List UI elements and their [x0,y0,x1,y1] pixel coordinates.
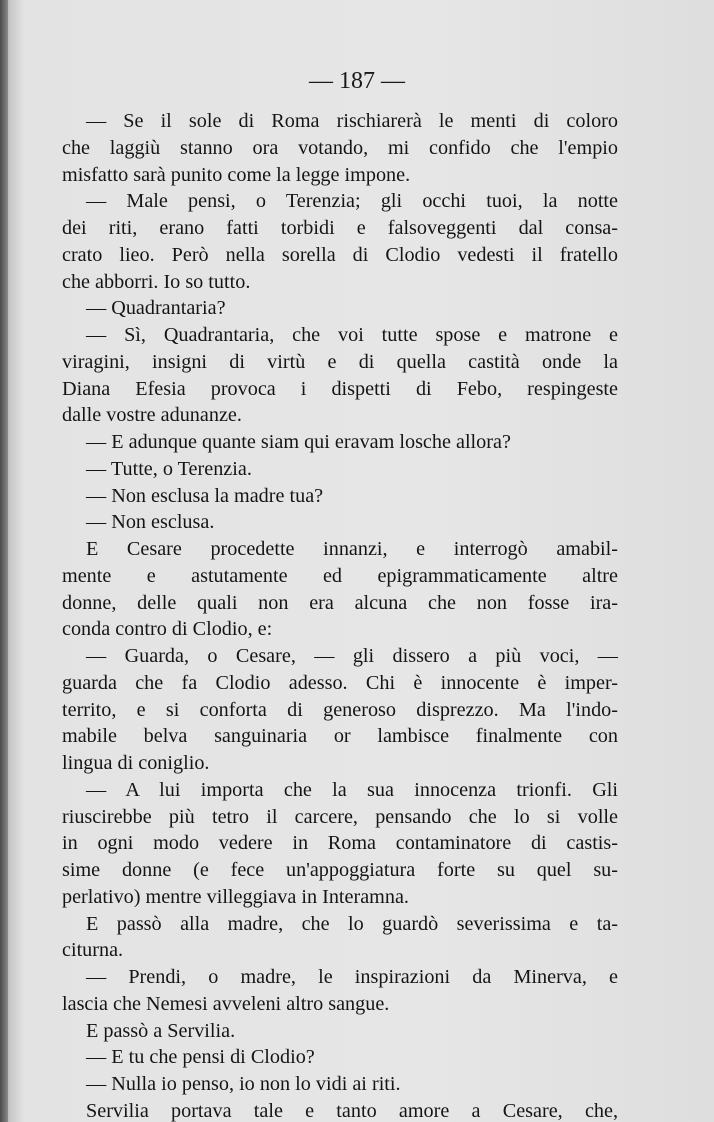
text-line: — Male pensi, o Terenzia; gli occhi tuoi, la notte [86,190,618,213]
text-line: — Quadrantaria? [86,297,226,320]
text-line: dei riti, erano fatti torbidi e falsoveggenti dal consa- [62,217,618,239]
text-line: mente e astutamente ed epigrammaticamente altre [62,564,618,587]
text-line: E Cesare procedette innanzi, e interrogò amabil- [86,538,618,560]
text-line: — Non esclusa. [86,511,215,534]
text-line: Diana Efesia provoca i dispetti di Febo, respingeste [62,377,618,400]
text-line: territo, e si conforta di generoso disprezzo. Ma l'indo- [62,698,618,721]
text-line: misfatto sarà punito come la legge impone. [62,163,411,186]
text-line: in ogni modo vedere in Roma contaminatore di castis- [62,832,618,855]
text-line: riuscirebbe più tetro il carcere, pensando che lo si volle [62,805,618,828]
text-line: lascia che Nemesi avveleni altro sangue. [62,992,390,1015]
text-line: — Prendi, o madre, le inspirazioni da Minerva, e [86,966,618,988]
text-line: crato lieo. Però nella sorella di Clodio vedesti il fratello [62,243,618,266]
text-line: — E tu che pensi di Clodio? [86,1046,315,1069]
book-spine-shadow [0,0,8,1122]
text-line: perlativo) mentre villeggiava in Interamna. [62,885,409,908]
text-line: donne, delle quali non era alcuna che non fosse ira- [62,591,618,614]
text-line: mabile belva sanguinaria or lambisce finalmente con [62,725,618,748]
text-line: — Nulla io penso, io non lo vidi ai riti. [86,1073,401,1095]
text-line: — Guarda, o Cesare, — gli dissero a più voci, — [86,645,618,667]
text-line: — Tutte, o Terenzia. [86,457,252,480]
text-line: — Non esclusa la madre tua? [86,484,324,507]
text-line: — A lui importa che la sua innocenza trionfi. Gli [86,778,618,801]
text-line: che abborri. Io so tutto. [62,270,251,293]
text-line: — Se il sole di Roma rischiarerà le menti di coloro [86,110,618,132]
text-line: Servilia portava tale e tanto amore a Cesare, che, [86,1099,618,1122]
text-line: viragini, insigni di virtù e di quella castità onde la [62,350,618,373]
text-line: lingua di coniglio. [62,752,210,774]
text-line: — E adunque quante siam qui eravam losche allora? [86,431,511,453]
text-line: E passò alla madre, che lo guardò severissima e ta- [86,912,618,935]
body-text [62,108,618,1122]
text-line: sime donne (e fece un'appoggiatura forte su quel su- [62,859,618,881]
text-line: E passò a Servilia. [86,1019,236,1042]
text-line: — Sì, Quadrantaria, che voi tutte spose e matrone e [86,324,618,346]
text-line: citurna. [62,939,124,962]
page-number: — 187 — [309,68,405,94]
text-line: dalle vostre adunanze. [62,404,242,427]
text-line: che laggiù stanno ora votando, mi confido che l'empio [62,136,618,159]
text-line: guarda che fa Clodio adesso. Chi è innocente è imper- [62,671,618,694]
text-line: conda contro di Clodio, e: [62,618,273,641]
